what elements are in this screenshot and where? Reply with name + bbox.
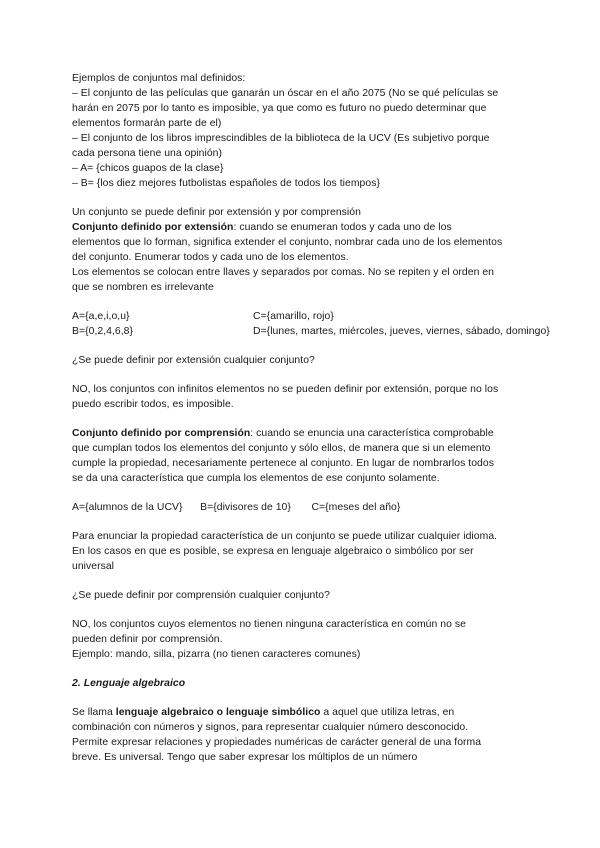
paragraph-line: que se nombren es irrelevante — [72, 282, 214, 293]
paragraph-line: que cumplan todos los elementos del conjunto y sólo ellos, de manera que si un elemento — [72, 443, 491, 454]
paragraph-line: pueden definir por comprensión. — [72, 634, 223, 645]
algebraic-text-end: a aquel que utiliza letras, en — [320, 707, 455, 718]
paragraph-line: – El conjunto de las películas que ganarán un óscar en el año 2075 (No se qué películas se — [72, 88, 499, 99]
comprehension-text: : cuando se enuncia una característica comprobable — [250, 428, 494, 439]
paragraph-line: elementos formarán parte de el) — [72, 118, 222, 129]
paragraph-line: Los elementos se colocan entre llaves y separados por comas. No se repiten y el orden en — [72, 267, 494, 278]
comprehension-term: Conjunto definido por comprensión — [72, 428, 251, 439]
example-set-a: A={a,e,i,o,u} — [72, 311, 130, 322]
paragraph-line: cumple la propiedad, necesariamente pertenece al conjunto. En lugar de nombrarlos todos — [72, 458, 494, 469]
extension-text: : cuando se enumeran todos y cada uno de los — [233, 222, 452, 233]
paragraph-line: – El conjunto de los libros imprescindibles de la biblioteca de la UCV (Es subjetivo porque — [72, 133, 490, 144]
paragraph-line: Ejemplo: mando, silla, pizarra (no tienen caracteres comunes) — [72, 649, 361, 660]
paragraph-line: Para enunciar la propiedad característica de un conjunto se puede utilizar cualquier idioma. — [72, 531, 498, 542]
paragraph-line: harán en 2075 por lo tanto es imposible, ya que como es futuro no puedo determinar que — [72, 103, 487, 114]
algebraic-definition-line — [72, 706, 454, 720]
paragraph-line: del conjunto. Enumerar todos y cada uno de los elementos. — [72, 252, 349, 263]
paragraph-line: se da una característica que cumpla los elementos de ese conjunto solamente. — [72, 473, 440, 484]
paragraph-line: puedo escribir todos, es imposible. — [72, 399, 234, 410]
paragraph-line: elementos que lo forman, significa extender el conjunto, nombrar cada uno de los elementos — [72, 237, 503, 248]
paragraph-line: Permite expresar relaciones y propiedades numéricas de carácter general de una forma — [72, 737, 482, 748]
example-set-c: C={amarillo, rojo} — [253, 311, 334, 322]
extension-examples-row-2 — [72, 325, 550, 339]
comprehension-examples: A={alumnos de la UCV} B={divisores de 10} C={meses del año} — [72, 502, 401, 513]
paragraph-line: En los casos en que es posible, se expresa en lenguaje algebraico o simbólico por ser — [72, 546, 474, 557]
extension-term: Conjunto definido por extensión — [72, 222, 234, 233]
paragraph-line: combinación con números y signos, para representar cualquier número desconocido. — [72, 722, 469, 733]
extension-definition-line — [72, 221, 452, 235]
definition-intro: Un conjunto se puede definir por extensión y por comprensión — [72, 207, 361, 218]
question-comprehension: ¿Se puede definir por comprensión cualquier conjunto? — [72, 590, 330, 601]
paragraph-line: NO, los conjuntos cuyos elementos no tienen ninguna característica en común no se — [72, 619, 466, 630]
example-set-d: D={lunes, martes, miércoles, jueves, viernes, sábado, domingo} — [253, 326, 550, 337]
paragraph-line: universal — [72, 561, 115, 572]
section-heading: 2. Lenguaje algebraico — [72, 678, 186, 689]
extension-examples-row-1 — [72, 310, 334, 324]
example-set-b: B={0,2,4,6,8} — [72, 326, 134, 337]
bad-sets-title: Ejemplos de conjuntos mal definidos: — [72, 73, 246, 84]
paragraph-line: NO, los conjuntos con infinitos elementos no se pueden definir por extensión, porque no los — [72, 384, 499, 395]
question-extension: ¿Se puede definir por extensión cualquier conjunto? — [72, 355, 315, 366]
algebraic-text-start: Se llama — [72, 707, 116, 718]
paragraph-line: breve. Es universal. Tengo que saber expresar los múltiplos de un número — [72, 752, 418, 763]
paragraph-line: – A= {chicos guapos de la clase} — [72, 163, 224, 174]
paragraph-line: cada persona tiene una opinión) — [72, 148, 223, 159]
comprehension-definition-line — [72, 427, 494, 441]
algebraic-term: lenguaje algebraico o lenguaje simbólico — [115, 707, 321, 718]
paragraph-line: – B= {los diez mejores futbolistas españoles de todos los tiempos} — [72, 178, 380, 189]
